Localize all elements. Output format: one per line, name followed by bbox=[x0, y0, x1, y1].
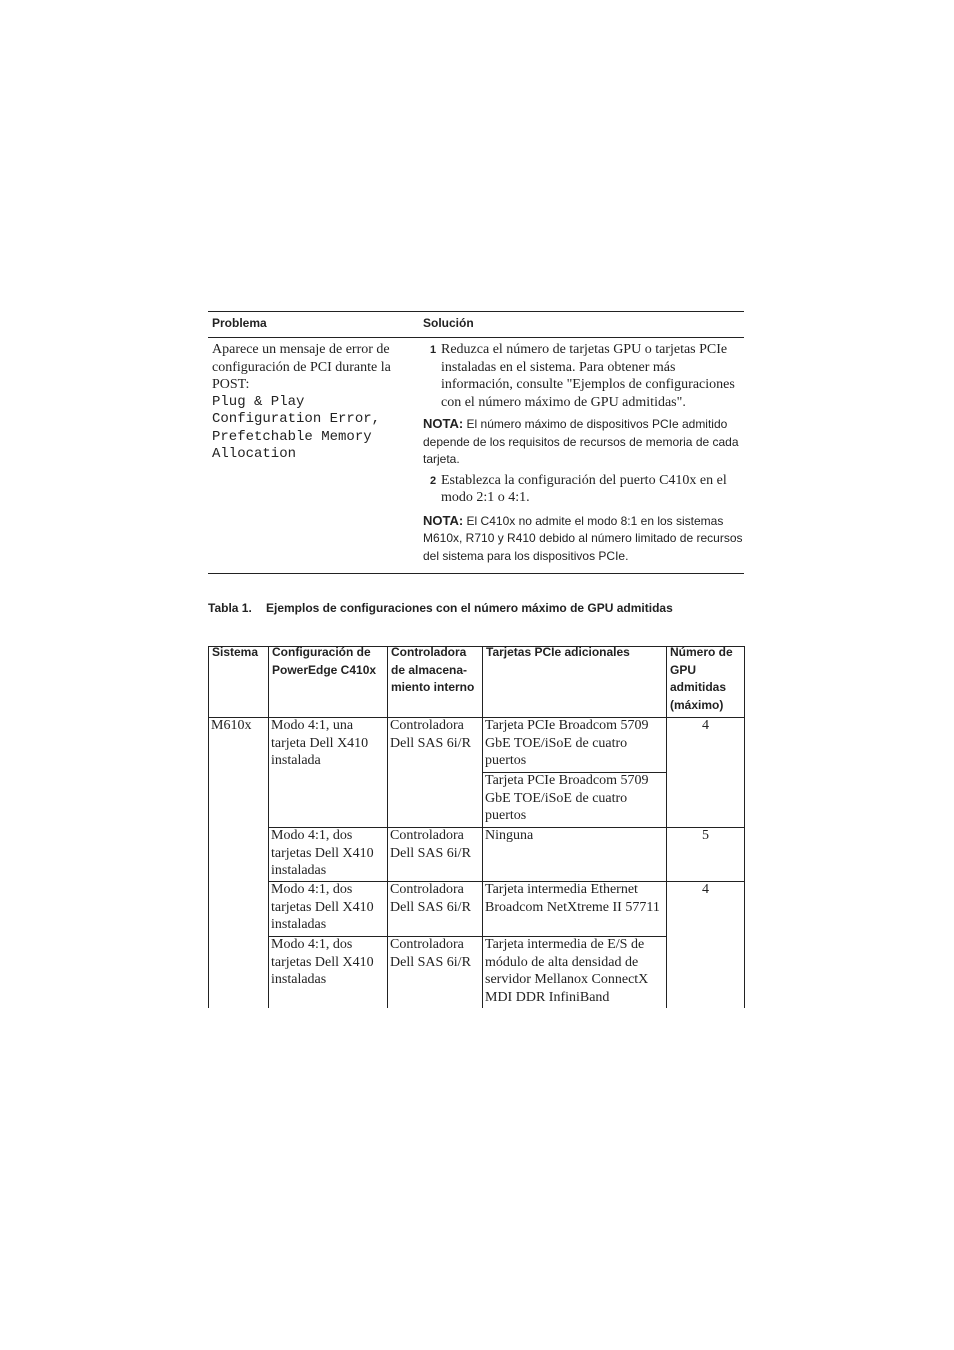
note-1 bbox=[423, 415, 743, 469]
cards-cell: Tarjeta PCIe Broadcom 5709 GbE TOE/iSoE de cuatro puertos bbox=[485, 773, 649, 823]
solution-cell bbox=[423, 341, 743, 565]
caption-title: Ejemplos de configuraciones con el número máximo de GPU admitidas bbox=[266, 601, 673, 615]
header-cards: Tarjetas PCIe adicionales bbox=[486, 645, 630, 659]
config-cell: Modo 4:1, dos tarjetas Dell X410 instaladas bbox=[271, 828, 374, 878]
step-number: 1 bbox=[430, 344, 437, 356]
error-code-line: Plug & Play bbox=[212, 393, 305, 410]
controller-cell: Controladora Dell SAS 6i/R bbox=[390, 828, 471, 861]
cards-cell: Tarjeta PCIe Broadcom 5709 GbE TOE/iSoE de cuatro puertos bbox=[485, 718, 649, 768]
problem-cell bbox=[212, 341, 412, 464]
header-controller: Controladora de almacena-miento interno bbox=[391, 645, 475, 694]
note-label: NOTA: bbox=[423, 512, 464, 528]
note-text: El C410x no admite el modo 8:1 en los sistemas M610x, R710 y R410 debido al número limitado de recursos del sistema para los dispositivos PCIe. bbox=[423, 513, 743, 563]
rule bbox=[208, 646, 209, 1008]
caption-label: Tabla 1. bbox=[208, 601, 252, 615]
header-config: Configuración de PowerEdge C410x bbox=[272, 645, 377, 677]
rule bbox=[482, 646, 483, 1008]
problem-solution-header bbox=[208, 311, 744, 338]
controller-cell: Controladora Dell SAS 6i/R bbox=[390, 718, 471, 751]
config-cell: Modo 4:1, dos tarjetas Dell X410 instaladas bbox=[271, 937, 374, 987]
step-text: Reduzca el número de tarjetas GPU o tarjetas PCIe instaladas en el sistema. Para obtener más información, consulte "Ejemplos de configuraciones con el número máximo de GPU admitidas". bbox=[441, 342, 735, 410]
rule bbox=[268, 646, 269, 1008]
gpus-cell: 5 bbox=[702, 828, 709, 843]
problem-solution-table bbox=[208, 311, 744, 574]
controller-cell: Controladora Dell SAS 6i/R bbox=[390, 882, 471, 915]
error-code-line: Prefetchable Memory bbox=[212, 428, 372, 445]
problem-solution-row bbox=[208, 338, 744, 574]
header-problem: Problema bbox=[212, 316, 267, 330]
note-label: NOTA: bbox=[423, 416, 464, 431]
header-gpus: Número de GPU admitidas (máximo) bbox=[670, 645, 733, 712]
error-code-line: Configuration Error, bbox=[212, 411, 381, 427]
solution-step-1 bbox=[423, 341, 743, 411]
cards-cell: Tarjeta intermedia de E/S de módulo de alta densidad de servidor Mellanox ConnectX MDI DDR InfiniBand bbox=[485, 937, 649, 1005]
system-cell: M610x bbox=[211, 718, 252, 733]
cards-cell: Ninguna bbox=[485, 828, 534, 843]
gpus-cell: 4 bbox=[702, 882, 709, 897]
rule bbox=[387, 646, 388, 1008]
header-solution: Solución bbox=[423, 316, 474, 330]
problem-text: Aparece un mensaje de error de configuración de PCI durante la POST: bbox=[212, 342, 391, 392]
step-number: 2 bbox=[430, 474, 437, 487]
table-caption bbox=[208, 601, 673, 615]
rule bbox=[744, 646, 745, 1008]
gpus-cell: 4 bbox=[702, 718, 709, 733]
gpu-config-table bbox=[208, 646, 745, 1008]
config-cell: Modo 4:1, una tarjeta Dell X410 instalada bbox=[271, 718, 369, 768]
note-2 bbox=[423, 512, 743, 566]
step-text: Establezca la configuración del puerto C410x en el modo 2:1 o 4:1. bbox=[441, 472, 727, 505]
cards-cell: Tarjeta intermedia Ethernet Broadcom NetXtreme II 57711 bbox=[485, 882, 660, 915]
error-code-line: Allocation bbox=[212, 446, 297, 462]
header-system: Sistema bbox=[212, 645, 259, 659]
controller-cell: Controladora Dell SAS 6i/R bbox=[390, 937, 471, 970]
solution-step-2 bbox=[423, 472, 743, 507]
note-text: El número máximo de dispositivos PCIe admitido depende de los requisitos de recursos de memoria de cada tarjeta. bbox=[423, 417, 739, 466]
config-cell: Modo 4:1, dos tarjetas Dell X410 instaladas bbox=[271, 882, 374, 932]
